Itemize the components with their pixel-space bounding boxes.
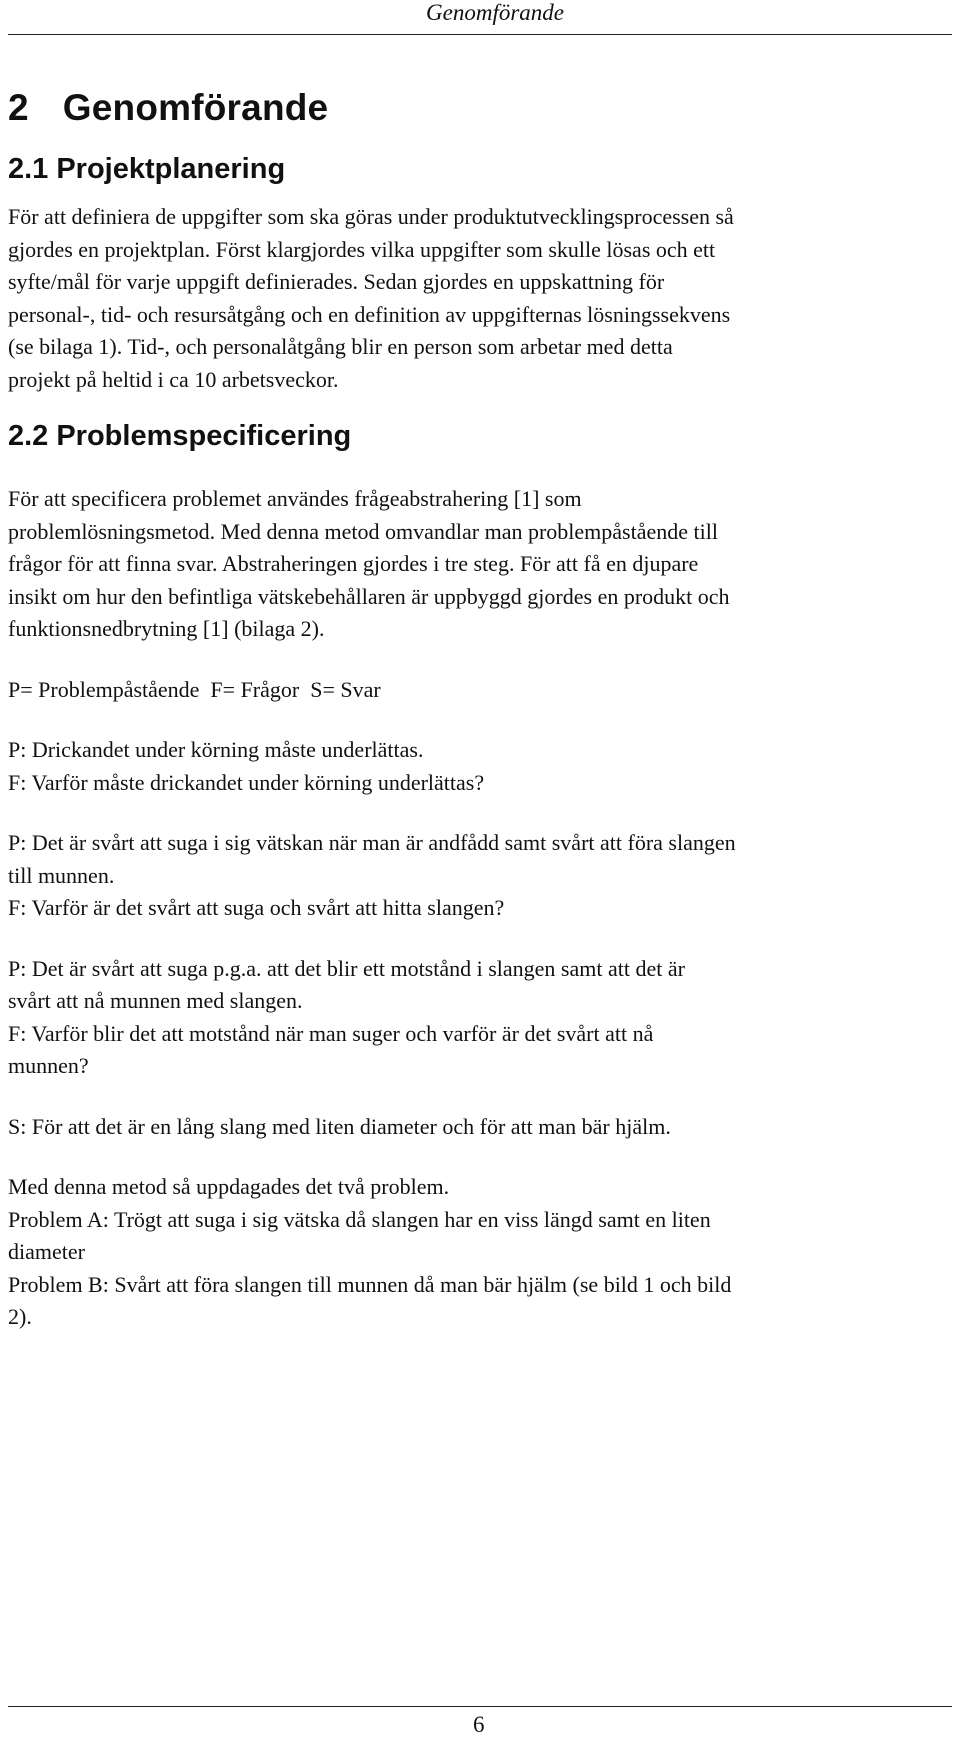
spacer (8, 1143, 958, 1171)
footer-divider (8, 1706, 952, 1707)
spacer (8, 646, 958, 674)
subsection-title: Projektplanering (56, 153, 286, 185)
running-header: Genomförande (426, 0, 564, 25)
legend-line: P= Problempåstående F= Frågor S= Svar (8, 676, 381, 702)
spacer (8, 1083, 958, 1111)
subsection-title: Problemspecificering (56, 420, 352, 452)
spacer (8, 396, 958, 418)
section-number: 2 (8, 87, 29, 128)
subsection-heading-block (8, 418, 958, 476)
text-line: funktionsnedbrytning [1] (bilaga 2). (8, 616, 325, 641)
text-line: För att specificera problemet användes frågeabstrahering [1] som (8, 486, 582, 511)
text-line: För att definiera de uppgifter som ska göras under produktutvecklingsprocessen så (8, 204, 734, 229)
spacer (8, 925, 958, 953)
conclusion (8, 1171, 958, 1334)
section-title: Genomförande (62, 87, 329, 128)
subsection-number: 2.1 (8, 153, 49, 185)
spacer (8, 799, 958, 827)
text-line: munnen? (8, 1053, 89, 1078)
text-line: 2). (8, 1304, 32, 1329)
text-line: frågor för att finna svar. Abstraheringen gjordes i tre steg. För att få en djupare (8, 551, 699, 576)
text-line: P: Drickandet under körning måste underlättas. (8, 737, 424, 762)
spacer (8, 476, 958, 483)
subsection-heading-block (8, 151, 958, 201)
text-line: till munnen. (8, 862, 115, 888)
text-line: gjordes en projektplan. Först klargjordes vilka uppgifter som skulle lösas och ett (8, 236, 716, 262)
section-heading-block (8, 86, 958, 146)
text-line: syfte/mål för varje uppgift definierades. Sedan gjordes en uppskattning för (8, 269, 665, 294)
subsection-heading (8, 418, 958, 454)
header-divider (8, 34, 952, 35)
text-line: insikt om hur den befintliga vätskebehållaren är uppbyggd gjordes en produkt och (8, 583, 730, 609)
text-line: svårt att nå munnen med slangen. (8, 988, 303, 1013)
section-heading (8, 86, 958, 130)
question-group-2 (8, 827, 958, 925)
paragraph-projektplanering (8, 201, 958, 396)
text-line: problemlösningsmetod. Med denna metod omvandlar man problempåstående till (8, 518, 718, 544)
question-group-3 (8, 953, 958, 1083)
text-line: F: Varför är det svårt att suga och svårt att hitta slangen? (8, 895, 505, 920)
text-line: Problem B: Svårt att föra slangen till munnen då man bär hjälm (se bild 1 och bild (8, 1271, 732, 1297)
page-number: 6 (473, 1712, 485, 1737)
subsection-heading (8, 151, 958, 187)
spacer (8, 706, 958, 734)
text-line: F: Varför blir det att motstånd när man suger och varför är det svårt att nå (8, 1020, 654, 1046)
text-line: projekt på heltid i ca 10 arbetsveckor. (8, 366, 339, 392)
page-content (8, 78, 958, 1334)
text-line: Med denna metod så uppdagades det två problem. (8, 1174, 450, 1199)
subsection-number: 2.2 (8, 420, 49, 452)
text-line: P: Det är svårt att suga p.g.a. att det blir ett motstånd i slangen samt att det är (8, 955, 685, 981)
paragraph-problemspecificering (8, 483, 958, 646)
text-line: diameter (8, 1239, 85, 1264)
answer-line: S: För att det är en lång slang med liten diameter och för att man bär hjälm. (8, 1113, 671, 1139)
text-line: P: Det är svårt att suga i sig vätskan när man är andfådd samt svårt att föra slangen (8, 830, 736, 855)
text-line: personal-, tid- och resursåtgång och en definition av uppgifternas lösningssekvens (8, 301, 731, 327)
text-line: F: Varför måste drickandet under körning underlättas? (8, 769, 485, 795)
text-line: (se bilaga 1). Tid-, och personalåtgång blir en person som arbetar med detta (8, 334, 673, 359)
question-group-1 (8, 734, 958, 799)
text-line: Problem A: Trögt att suga i sig vätska då slangen har en viss längd samt en liten (8, 1206, 711, 1232)
